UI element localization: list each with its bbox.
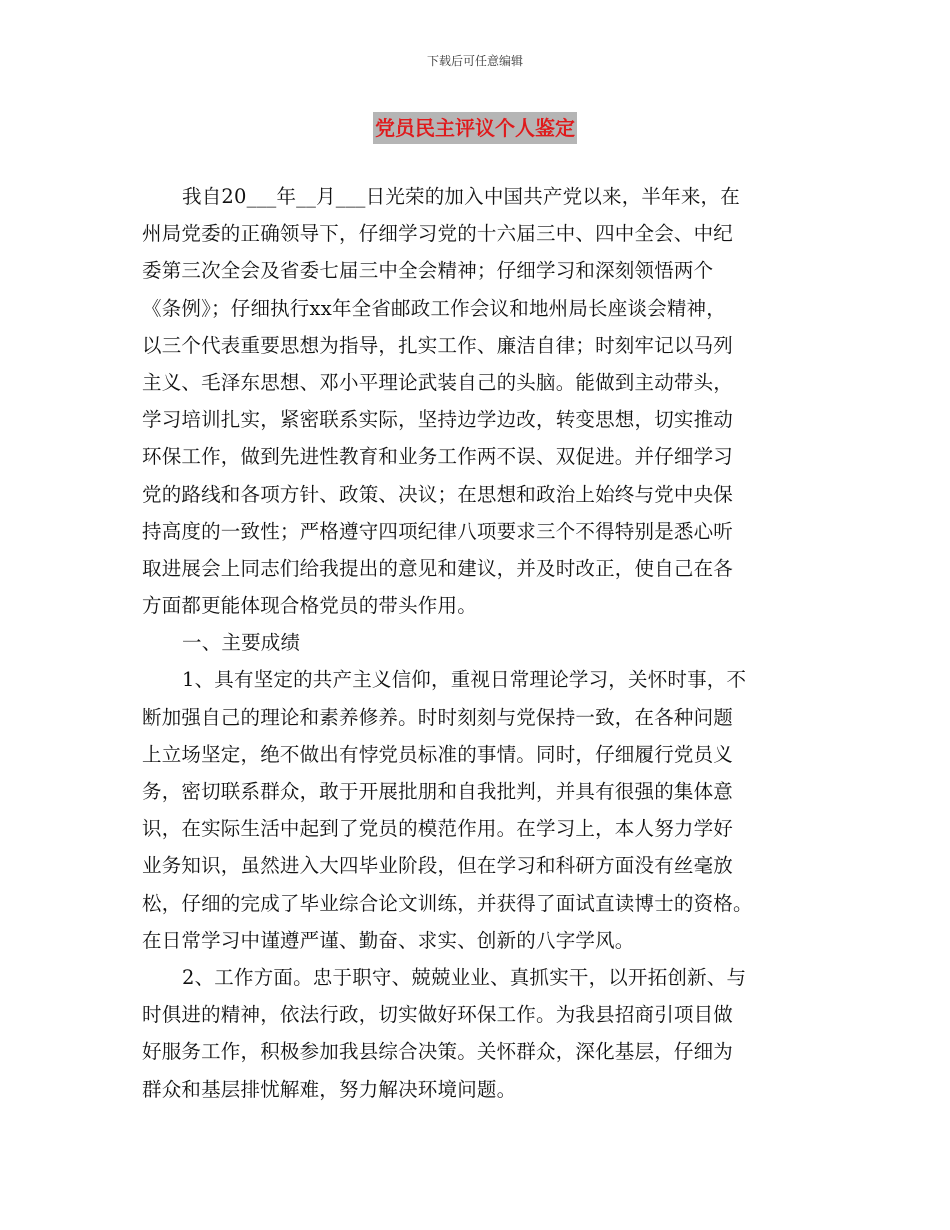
paragraph-line: 取进展会上同志们给我提出的意见和建议，并及时改正，使自己在各 [142, 556, 734, 580]
paragraph-line: 方面都更能体现合格党员的带头作用。 [142, 594, 477, 618]
paragraph-line: 党的路线和各项方针、政策、决议；在思想和政治上始终与党中央保 [142, 482, 734, 506]
paragraph-line: 学习培训扎实，紧密联系实际，坚持边学边改，转变思想，切实推动 [142, 408, 734, 432]
paragraph-line: 州局党委的正确领导下，仔细学习党的十六届三中、四中全会、中纪 [142, 222, 734, 246]
paragraph-line: 主义、毛泽东思想、邓小平理论武装自己的头脑。能做到主动带头， [142, 370, 734, 394]
paragraph-line: 《条例》；仔细执行xx年全省邮政工作会议和地州局长座谈会精神， [142, 296, 726, 320]
paragraph-line: 好服务工作，积极参加我县综合决策。关怀群众，深化基层，仔细为 [142, 1040, 734, 1064]
paragraph-line: 持高度的一致性；严格遵守四项纪律八项要求三个不得特别是悉心听 [142, 519, 734, 543]
document-title: 党员民主评议个人鉴定 [373, 112, 577, 144]
paragraph-line: 一、主要成绩 [182, 631, 301, 655]
paragraph-item-1 [142, 661, 810, 959]
paragraph-line: 群众和基层排忧解难，努力解决环境问题。 [142, 1077, 517, 1101]
document-title-wrapper [0, 112, 950, 144]
paragraph-line: 我自20___年__月___日光荣的加入中国共产党以来，半年来，在 [182, 185, 740, 208]
paragraph-line: 务，密切联系群众，敢于开展批朋和自我批判，并具有很强的集体意 [142, 780, 734, 803]
paragraph-line: 断加强自己的理论和素养修养。时时刻刻与党保持一致，在各种问题 [142, 705, 734, 729]
paragraph-line: 环保工作，做到先进性教育和业务工作两不误、双促进。并仔细学习 [142, 445, 734, 469]
paragraph-item-2 [142, 959, 810, 1108]
paragraph-line: 以三个代表重要思想为指导，扎实工作、廉洁自律；时刻牢记以马列 [142, 333, 734, 357]
paragraph-line: 在日常学习中谨遵严谨、勤奋、求实、创新的八字学风。 [142, 928, 635, 952]
paragraph-line: 1、具有坚定的共产主义信仰，重视日常理论学习，关怀时事，不 [182, 668, 747, 692]
paragraph-line: 2、工作方面。忠于职守、兢兢业业、真抓实干，以开拓创新、与 [182, 965, 747, 989]
paragraph-line: 识，在实际生活中起到了党员的模范作用。在学习上，本人努力学好 [142, 817, 734, 841]
document-body [142, 178, 810, 1108]
header-note: 下载后可任意编辑 [426, 54, 523, 68]
paragraph-line: 时俱进的精神，依法行政，切实做好环保工作。为我县招商引项目做 [142, 1003, 734, 1027]
paragraph-section-heading [142, 624, 810, 661]
paragraph-intro [142, 178, 810, 624]
paragraph-line: 上立场坚定，绝不做出有悖党员标准的事情。同时，仔细履行党员义 [142, 742, 734, 766]
paragraph-line: 业务知识，虽然进入大四毕业阶段，但在学习和科研方面没有丝毫放 [142, 854, 734, 878]
paragraph-line: 松，仔细的完成了毕业综合论文训练，并获得了面试直读博士的资格。 [142, 891, 753, 915]
paragraph-line: 委第三次全会及省委七届三中全会精神；仔细学习和深刻领悟两个 [142, 259, 714, 283]
